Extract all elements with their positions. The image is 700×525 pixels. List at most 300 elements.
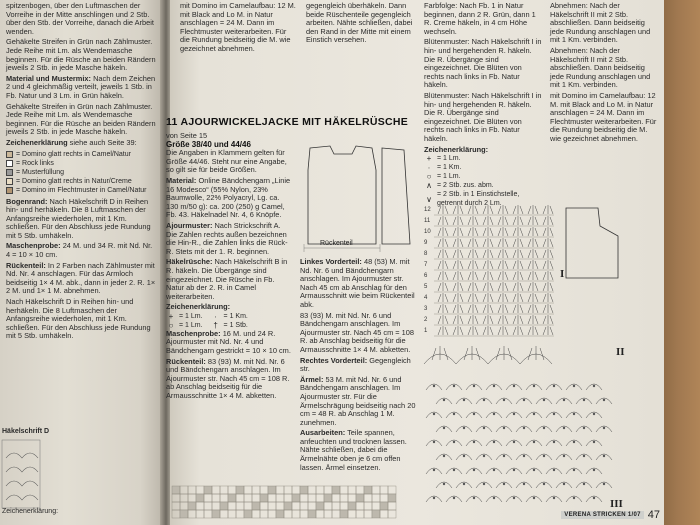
chart-stitch-dot <box>513 413 515 415</box>
ausarb-head: Ausarbeiten: <box>300 428 346 438</box>
legend-symbol: + <box>426 154 432 164</box>
front-schematic-shape <box>382 148 410 244</box>
chart-cell <box>220 486 228 494</box>
left-body-text: Gehäkelte Streifen in Grün nach Zählmuster. Jede Reihe mit Lm. als Wendemasche beginnen. Für die Rüsche an beiden Rändern jeweils 2 Stb. in jede Masche häkeln. <box>6 101 156 137</box>
chart-stitch-dot <box>603 399 605 401</box>
chart-stitch-dot <box>573 413 575 415</box>
chart-cell <box>276 494 284 502</box>
chart-stitch-symbol <box>453 271 463 280</box>
legend-symbol: † <box>213 320 218 330</box>
chart-stitch-symbol <box>438 282 448 291</box>
chart-stitch-dot <box>523 483 525 485</box>
chart-stitch-dot <box>433 497 435 499</box>
chart-stitch-dot <box>533 441 535 443</box>
col4-top-text: Abnehmen: Nach der Häkelschrift II mit 2 Stb. abschließen. Dann beidseitig jede Rundung anschlagen und mit 1 Km. verbinden. <box>550 1 651 45</box>
chart-stitch-symbol <box>528 205 538 214</box>
chart-cell <box>372 510 380 518</box>
mprobe-paragraph <box>166 330 292 356</box>
chart-stitch-dot <box>493 469 495 471</box>
chart-stitch-symbol <box>543 216 553 225</box>
chart-stitch-dot <box>573 385 575 387</box>
legend-label: = Domino glatt rechts in Natur/Creme <box>16 177 132 185</box>
legend-label: = 2 Stb. zus. abm. <box>437 182 494 190</box>
aermel-head: Ärmel: <box>300 374 324 384</box>
legend-label: = 1 Stb. <box>223 321 248 329</box>
chart-stitch-symbol <box>543 249 553 258</box>
chart-stitch-dot <box>573 497 575 499</box>
left-top-text-2: Gehäkelte Streifen in Grün nach Zählmuster. Jede Reihe mit Lm. als Wendemasche beginnen. Für die Rüsche an beiden Rändern jeweils 2 Stb. in jede Masche häkeln. <box>6 37 156 73</box>
chart-cell <box>292 502 300 510</box>
rueck2-head: Rückenteil: <box>166 356 206 366</box>
haekelschrift-d-label: Häkelschrift D <box>2 428 50 435</box>
chart-stitch-dot <box>593 441 595 443</box>
chart-stitch-symbol <box>483 216 493 225</box>
chart-cell <box>292 494 300 502</box>
chart-cell <box>180 486 188 494</box>
chart-stitch-dot <box>563 399 565 401</box>
mat-head: Material: <box>166 175 197 185</box>
legend3-item <box>424 154 542 163</box>
chart-stitch-dot <box>503 455 505 457</box>
chart-stitch-dot <box>533 497 535 499</box>
left-front-head: Linkes Vorderteil: <box>300 257 362 266</box>
chart-cell <box>180 494 188 502</box>
chart-row-number: 8 <box>424 251 428 257</box>
chart-stitch-dot <box>593 469 595 471</box>
right-page <box>166 0 664 525</box>
right-front-head: Rechtes Vorderteil: <box>300 355 368 365</box>
chart-stitch-dot <box>553 413 555 415</box>
chart-stitch-symbol <box>543 282 553 291</box>
chart-row-number: 2 <box>424 317 428 323</box>
chart-stitch-dot <box>573 441 575 443</box>
chart-stitch-symbol <box>543 271 553 280</box>
legend3-item <box>424 163 542 172</box>
chart-cell <box>364 502 372 510</box>
chart-stitch-symbol <box>453 282 463 291</box>
chart-stitch-symbol <box>498 271 508 280</box>
chart-cell <box>188 502 196 510</box>
chart-stitch-dot <box>433 469 435 471</box>
zeichen-bottom-label: Zeichenerklärung: <box>2 508 59 515</box>
chart-stitch-symbol <box>438 260 448 269</box>
legend-symbol: ∙ <box>214 311 217 321</box>
chart-stitch-dot <box>463 455 465 457</box>
chart-stitch-dot <box>453 469 455 471</box>
legend-item <box>6 168 156 177</box>
chart-cell <box>196 510 204 518</box>
ajour-paragraph <box>166 222 292 256</box>
chart-stitch-dot <box>583 455 585 457</box>
chart-stitch-symbol <box>498 282 508 291</box>
chart-stitch-symbol <box>438 227 448 236</box>
right-col4-top <box>550 2 660 146</box>
chart-stitch-symbol <box>498 260 508 269</box>
chart-stitch-symbol <box>543 227 553 236</box>
chart-stitch-symbol <box>528 271 538 280</box>
chart-cell <box>244 510 252 518</box>
legend-symbol: ∧ <box>426 181 432 191</box>
chart-cell <box>236 502 244 510</box>
chart-row-number: 6 <box>424 273 428 279</box>
chart-stitch-dot <box>483 455 485 457</box>
bogen-text: Nach Häkelschrift D in Reihen hin- und herhäkeln. Die 8 Luftmaschen der Anfangsreihe wiederholen, mit 1 Km. schließen. Für den Abschluss jede Rundung mit 5 Stb. umhäkeln. <box>6 196 151 240</box>
chart-stitch-dot <box>603 455 605 457</box>
chart-cell <box>180 510 188 518</box>
chart-stitch-symbol <box>438 315 448 324</box>
chart-cell <box>308 502 316 510</box>
chart-stitch-dot <box>453 413 455 415</box>
chart-stitch-symbol <box>453 205 463 214</box>
chart-stitch-dot <box>553 497 555 499</box>
chart-cell <box>348 502 356 510</box>
page-footer <box>561 509 660 521</box>
chart-stitch-symbol <box>498 315 508 324</box>
chart-stitch-symbol <box>438 271 448 280</box>
chart-stitch-symbol <box>498 227 508 236</box>
chart-row-number: 7 <box>424 262 428 268</box>
chart-cell <box>260 494 268 502</box>
chart-cell <box>324 494 332 502</box>
haekelschrift-iii-chart <box>422 372 652 510</box>
chart-stitch-symbol <box>513 271 523 280</box>
chart-cell <box>196 502 204 510</box>
chart-cell <box>372 486 380 494</box>
chart-cell <box>300 510 308 518</box>
chart-stitch-symbol <box>513 315 523 324</box>
chart-cell <box>212 494 220 502</box>
chart-stitch-symbol <box>543 293 553 302</box>
chart-stitch-symbol <box>483 227 493 236</box>
chart-cell <box>332 486 340 494</box>
chart-row-number: 10 <box>424 229 431 235</box>
legend-label: = Domino glatt rechts in Camel/Natur <box>16 150 131 158</box>
footer-brand: VERENA STRICKEN 1/07 <box>561 511 643 519</box>
chart-stitch-dot <box>473 385 475 387</box>
chart-cell <box>340 494 348 502</box>
chart-stitch-symbol <box>513 238 523 247</box>
chart-stitch-symbol <box>483 315 493 324</box>
chart-stitch-symbol <box>438 216 448 225</box>
chart-cell <box>364 494 372 502</box>
chart-cell <box>276 486 284 494</box>
back-schematic-shape <box>308 146 376 244</box>
chart-stitch-symbol <box>528 293 538 302</box>
chart-stitch-dot <box>593 497 595 499</box>
chart-stitch-symbol <box>438 249 448 258</box>
chart-stitch-symbol <box>438 238 448 247</box>
swatch-grey-icon <box>6 169 13 176</box>
chart-stitch-symbol <box>468 216 478 225</box>
chart-stitch-dot <box>473 441 475 443</box>
legend-symbol: ∨ <box>426 194 432 204</box>
chart-cell <box>212 502 220 510</box>
chart-stitch-symbol <box>498 326 508 335</box>
chart-stitch-dot <box>583 427 585 429</box>
chart-stitch-symbol <box>528 249 538 258</box>
chart-cell <box>356 502 364 510</box>
chart-cell <box>188 510 196 518</box>
chart-stitch-symbol <box>513 260 523 269</box>
chart-cell <box>236 510 244 518</box>
chart-cell <box>284 486 292 494</box>
chart-stitch-symbol <box>543 238 553 247</box>
chart-cell <box>364 486 372 494</box>
zeichen3-head: Zeichenerklärung: <box>424 144 489 154</box>
rueck-paragraph <box>6 262 156 296</box>
chart-row-number: 1 <box>424 328 428 334</box>
chart-stitch-dot <box>563 455 565 457</box>
chart-cell <box>284 510 292 518</box>
chart-stitch-symbol <box>498 293 508 302</box>
chart-stitch-symbol <box>468 282 478 291</box>
chart-cell <box>316 486 324 494</box>
chart-stitch-dot <box>513 469 515 471</box>
mat-text: Online Bändchengarn „Linie 16 Modesco“ (55% Nylon, 23% Baumwolle, 22% Polyacryl, Lg. ca. 130 m/50 g): ca. 200 (250) g Camel, Fb. 43. Häkelnadel Nr. 4, 6 Knöpfe. <box>166 175 291 220</box>
chart-cell <box>388 494 396 502</box>
left-legend <box>6 150 156 195</box>
legend-label: = 1 Km. <box>223 312 248 320</box>
chart-cell <box>228 486 236 494</box>
chart-cell <box>308 486 316 494</box>
chart-stitch-symbol <box>528 227 538 236</box>
right-col2-top <box>306 2 418 45</box>
chart-cell <box>388 502 396 510</box>
legend-item <box>6 177 156 186</box>
chart-cell <box>204 510 212 518</box>
chart-stitch-symbol <box>513 326 523 335</box>
right-front-paragraph <box>300 357 420 374</box>
left-page-text-column <box>6 2 156 343</box>
chart-stitch-symbol <box>513 304 523 313</box>
chart-stitch-dot <box>583 399 585 401</box>
chart-stitch-dot <box>453 385 455 387</box>
chart-stitch-dot <box>523 399 525 401</box>
legend-label: = 1 Lm. <box>179 312 203 320</box>
chart-cell <box>260 502 268 510</box>
chart-stitch-dot <box>563 427 565 429</box>
chart-cell <box>244 486 252 494</box>
chart-cell <box>204 486 212 494</box>
chart-stitch-dot <box>503 427 505 429</box>
chart-cell <box>340 486 348 494</box>
chart-stitch-symbol <box>498 205 508 214</box>
legend-label: = Musterfüllung <box>16 168 65 176</box>
legend-label: = Rock links <box>16 159 54 167</box>
chart-stitch-symbol <box>498 238 508 247</box>
col2-filler-text: 83 (93) M. mit Nd. Nr. 6 und Bändchengarn anschlagen. Im Ajourmuster str. Nach 45 cm = 108 R. ab Anschlag beidseitig für die Armausschnitte 1× 4 M. abketten. <box>300 310 414 354</box>
chart-cell <box>340 502 348 510</box>
chart-cell <box>252 494 260 502</box>
chart-stitch-dot <box>443 455 445 457</box>
chart-cell <box>348 494 356 502</box>
chart-stitch-symbol <box>483 249 493 258</box>
swatch-camel-icon <box>6 151 13 158</box>
chart-stitch-symbol <box>528 282 538 291</box>
mat-paragraph <box>166 177 292 220</box>
chart-cell <box>172 502 180 510</box>
chart-cell <box>316 510 324 518</box>
chart-cell <box>388 486 396 494</box>
chart-cell <box>316 502 324 510</box>
chart-stitch-symbol <box>543 315 553 324</box>
chart-stitch-dot <box>593 413 595 415</box>
chart-stitch-symbol <box>513 249 523 258</box>
chart-stitch-symbol <box>498 304 508 313</box>
chart-cell <box>372 494 380 502</box>
col3-top-text: Farbfolge: Nach Fb. 1 in Natur beginnen, dann 2 R. Grün, dann 1 R. Creme häkeln, in 4 cm Höhe wechseln. <box>424 1 536 36</box>
right-col3-top <box>424 2 542 208</box>
chart-stitch-dot <box>433 385 435 387</box>
rueck-text: In 2 Farben nach Zählmuster mit Nd. Nr. 4 anschlagen. Für das Armloch beidseitig 1× 4 M. abk., dann in jeder 2. R. 1× 2 M. und 1× 1 M. abnehmen. <box>6 260 156 296</box>
chart-stitch-symbol <box>543 260 553 269</box>
chart-stitch-symbol <box>498 249 508 258</box>
chart-stitch-dot <box>483 483 485 485</box>
chart-cell <box>268 486 276 494</box>
chart-stitch-symbol <box>438 293 448 302</box>
chart-stitch-symbol <box>453 249 463 258</box>
chart-cell <box>324 486 332 494</box>
chart-stitch-dot <box>493 497 495 499</box>
chart-stitch-dot <box>563 483 565 485</box>
roman-label-ii: II <box>616 346 625 358</box>
chart-cell <box>228 502 236 510</box>
legend3-item <box>424 172 542 181</box>
legend2 <box>166 312 292 330</box>
chart-cell <box>252 502 260 510</box>
legend-label: = 2 Stb. in 1 Einstichstelle, getrennt durch 2 Lm. <box>437 191 520 208</box>
chart-stitch-dot <box>463 399 465 401</box>
chart-stitch-dot <box>513 497 515 499</box>
chart-cell <box>332 502 340 510</box>
chart-stitch-dot <box>523 455 525 457</box>
chart-cell <box>172 510 180 518</box>
maschen-paragraph <box>6 242 156 259</box>
aermel-paragraph <box>300 376 420 428</box>
chart-stitch-dot <box>533 469 535 471</box>
chart-cell <box>284 494 292 502</box>
chart-stitch-symbol <box>453 315 463 324</box>
chart-stitch-symbol <box>483 205 493 214</box>
col1-top-text: mit Domino im Camelaufbau: 12 M. mit Black and Lo M. in Natur anschlagen = 24 M. Dann im Flechtmuster weiterarbeiten. Für die Rundung beidseitig die M. wie gezeichnet abnehmen. <box>180 1 296 53</box>
chart-stitch-symbol <box>468 205 478 214</box>
chart-cell <box>188 486 196 494</box>
chart-stitch-symbol <box>468 271 478 280</box>
chart-cell <box>308 510 316 518</box>
chart-stitch-dot <box>463 483 465 485</box>
chart-stitch-symbol <box>543 326 553 335</box>
right-col2-body <box>300 258 420 474</box>
swatch-natur-icon <box>6 178 13 185</box>
chart-stitch-dot <box>533 413 535 415</box>
left-front-paragraph <box>300 258 420 310</box>
chart-cell <box>332 510 340 518</box>
chart-stitch-dot <box>493 413 495 415</box>
chart-stitch-symbol <box>483 282 493 291</box>
chart-stitch-symbol <box>483 293 493 302</box>
right-col1-top <box>180 2 298 54</box>
ausarb-paragraph <box>300 429 420 472</box>
chart-stitch-dot <box>543 483 545 485</box>
legend-symbol: + <box>168 311 174 321</box>
chart-cell <box>228 494 236 502</box>
chart-stitch-symbol <box>483 304 493 313</box>
swatch-flecht-icon <box>6 187 13 194</box>
chart-stitch-symbol <box>438 326 448 335</box>
right-col1-body <box>166 132 292 403</box>
chart-stitch-symbol <box>468 260 478 269</box>
size-text: Die Angaben in Klammern gelten für Größe 44/46. Steht nur eine Angabe, so gilt sie für beide Größen. <box>166 148 287 175</box>
chart-cell <box>220 510 228 518</box>
chart-stitch-symbol <box>468 315 478 324</box>
chart-stitch-symbol <box>468 227 478 236</box>
chart-stitch-dot <box>553 385 555 387</box>
chart-cell <box>236 494 244 502</box>
chart-stitch-symbol <box>528 315 538 324</box>
ajour-text: Nach Strickschrift A. Die Zahlen rechts außen bezeichnen die Hin-R., die Zahlen links die Rück-R. Stets mit der 1. R. beginnen. <box>166 220 288 256</box>
chart-stitch-symbol <box>483 271 493 280</box>
legend-symbol: ∙ <box>427 163 431 173</box>
chart-cell <box>324 502 332 510</box>
rueck2-text: 83 (93) M. mit Nd. Nr. 6 und Bändchengarn anschlagen. Im Ajourmuster str. Nach 45 cm = 108 R. ab Anschlag beidseitig für die Armausschnitte 1× 4 M. abketten. <box>166 356 290 401</box>
chart-stitch-symbol <box>453 260 463 269</box>
chart-cell <box>276 510 284 518</box>
legend-item <box>6 186 156 195</box>
legend2-item <box>211 312 248 321</box>
roman-label-iii: III <box>610 498 623 510</box>
material-head: Material und Mustermix: <box>6 73 92 83</box>
left-body-text-3: Nach Häkelschrift D in Reihen hin- und herhäkeln. Die 8 Luftmaschen der Anfangsreihe wiederholen, mit 1 Km. schließen. Für den Abschluss jede Rundung mit 5 Stb. umhäkeln. <box>6 297 151 341</box>
chart-cell <box>204 502 212 510</box>
chart-cell <box>220 494 228 502</box>
garment-schematic <box>300 140 418 252</box>
chart-stitch-dot <box>453 497 455 499</box>
chart-stitch-symbol <box>543 304 553 313</box>
chart-row-number: 5 <box>424 284 428 290</box>
legend-label: = 1 Lm. <box>437 155 461 163</box>
chart-cell <box>252 510 260 518</box>
chart-cell <box>356 486 364 494</box>
material-paragraph <box>6 75 156 101</box>
haekelschrift-d-chart <box>2 440 42 510</box>
chart-cell <box>292 510 300 518</box>
chart-cell <box>236 486 244 494</box>
chart-stitch-dot <box>473 497 475 499</box>
table-surface <box>662 0 700 525</box>
legend-label: = 1 Lm. <box>437 173 461 181</box>
chart-cell <box>292 486 300 494</box>
chart-stitch-symbol <box>468 238 478 247</box>
left-page <box>0 0 165 525</box>
chart-stitch-dot <box>533 385 535 387</box>
chart-row-number: 4 <box>424 295 428 301</box>
chart-stitch-dot <box>503 483 505 485</box>
zeichen-intro-paragraph <box>6 139 156 148</box>
ausarb-text: Teile spannen, anfeuchten und trocknen lassen. Nähte schließen, dabei die Ärmelnähte oben je 6 cm offen lassen. Ärmel einsetzen. <box>300 428 407 472</box>
chart-cell <box>260 510 268 518</box>
right-front-text: Gegengleich str. <box>300 355 411 374</box>
chart-stitch-symbol <box>528 304 538 313</box>
chart-stitch-symbol <box>528 260 538 269</box>
chart-cell <box>348 510 356 518</box>
chart-stitch-symbol <box>543 205 553 214</box>
haekelschrift-i-chart <box>422 198 565 338</box>
chart-stitch-symbol <box>483 260 493 269</box>
legend-item <box>6 159 156 168</box>
legend2-item <box>166 312 203 321</box>
chart-cell <box>228 510 236 518</box>
col4-top-text-3: mit Domino im Camelaufbau: 12 M. mit Black and Lo M. in Natur anschlagen = 24 M. Dann im Flechtmuster weiterarbeiten. Für die Rundung beidseitig die M. wie gezeichnet abnehmen. <box>550 90 657 143</box>
